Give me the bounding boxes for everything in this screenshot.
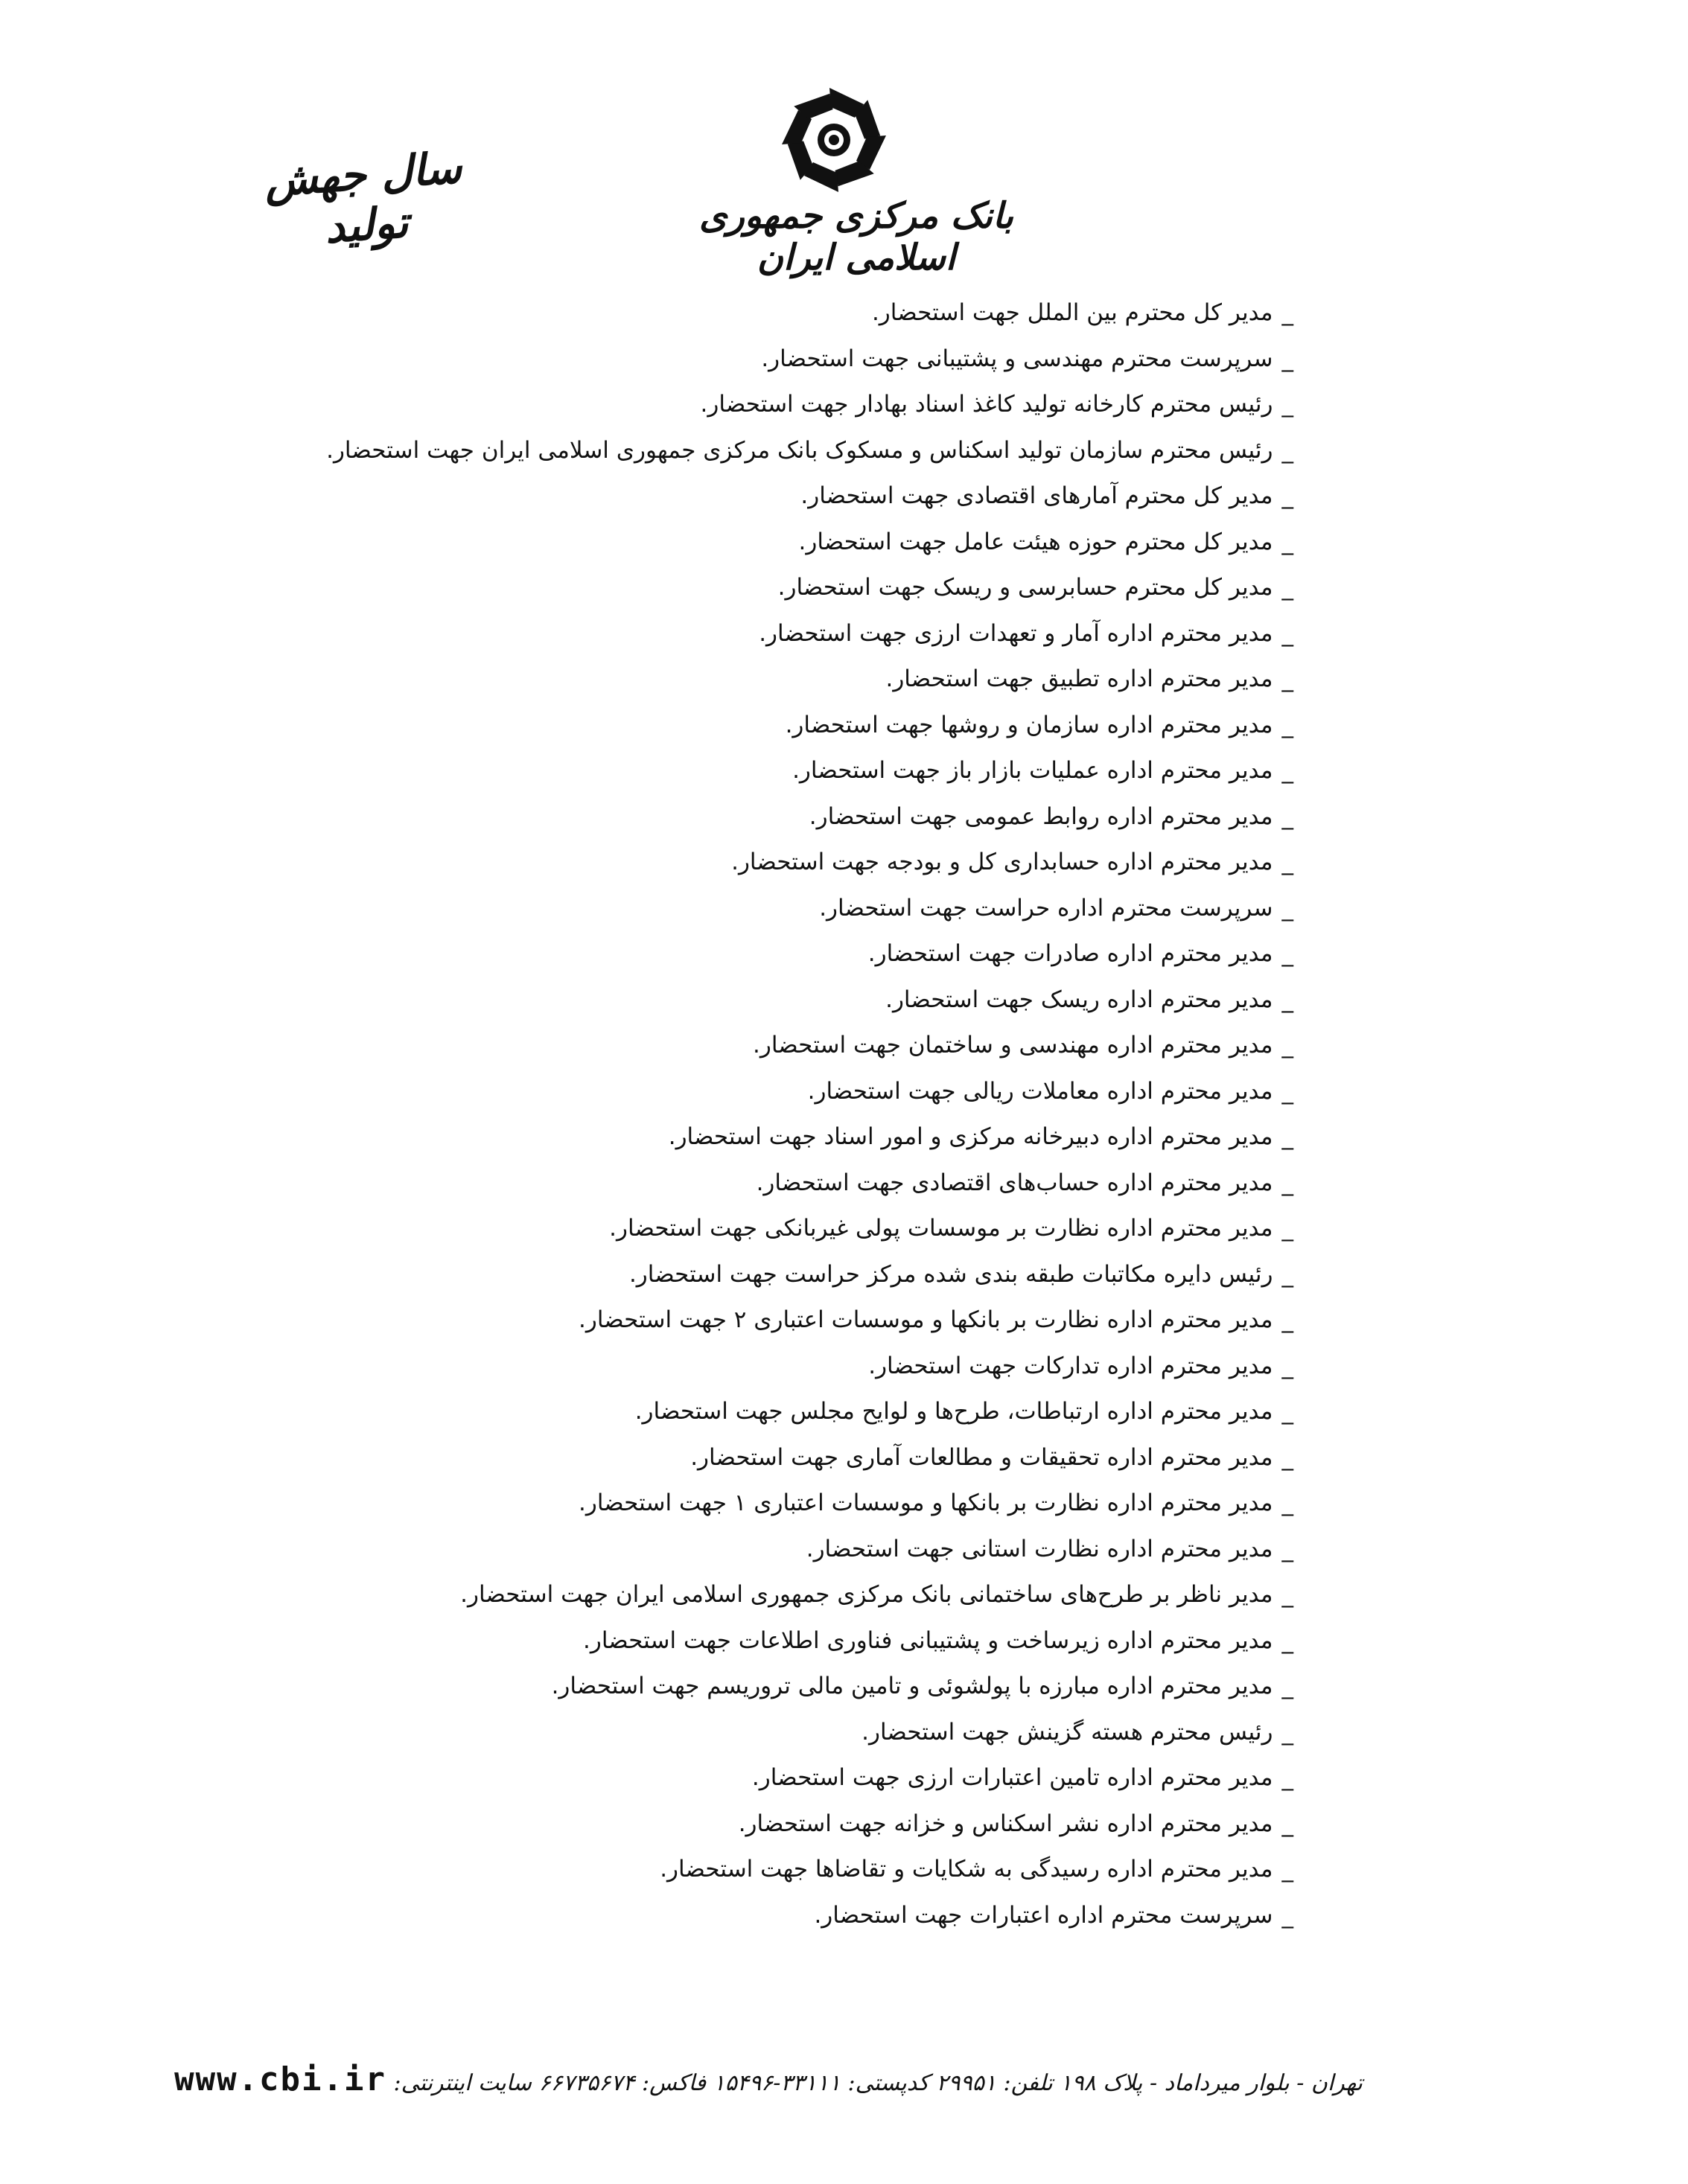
list-item: _مدیر ناظر بر طرح‌های ساختمانی بانک مرکزی جمهوری اسلامی ایران جهت استحضار. [460, 1581, 1293, 1608]
footer-address: تهران - بلوار میرداماد - پلاک ۱۹۸ تلفن: ۲۹۹۵۱ کدپستی: ۳۳۱۱۱-۱۵۴۹۶ فاکس: ۶۶۷۳۵۶۷۴ سایت اینترنتی: [393, 2070, 1363, 2096]
list-item: _مدیر محترم اداره نظارت بر موسسات پولی غیربانکی جهت استحضار. [609, 1215, 1293, 1242]
list-item: _رئیس محترم هسته گزینش جهت استحضار. [861, 1718, 1293, 1746]
year-slogan: سال جهش تولید [263, 141, 464, 253]
list-item: _مدیر محترم اداره نشر اسکناس و خزانه جهت استحضار. [738, 1810, 1293, 1837]
bank-logo-icon [774, 80, 894, 199]
list-item: _مدیر محترم اداره تامین اعتبارات ارزی جهت استحضار. [751, 1764, 1293, 1791]
list-item: _سرپرست محترم اداره حراست جهت استحضار. [819, 894, 1293, 922]
list-item: _مدیر محترم اداره حسابداری کل و بودجه جهت استحضار. [731, 849, 1293, 875]
list-item: _مدیر محترم اداره نظارت بر بانکها و موسسات اعتباری ۱ جهت استحضار. [579, 1489, 1293, 1516]
list-item: _مدیر محترم اداره دبیرخانه مرکزی و امور اسناد جهت استحضار. [668, 1123, 1293, 1150]
list-item: _مدیر محترم اداره عملیات بازار باز جهت استحضار. [792, 757, 1293, 784]
list-item: _مدیر محترم اداره ریسک جهت استحضار. [885, 986, 1293, 1013]
list-item: _سرپرست محترم مهندسی و پشتیبانی جهت استحضار. [761, 345, 1293, 372]
list-item: _مدیر کل محترم آمارهای اقتصادی جهت استحضار. [800, 482, 1293, 509]
list-item: _مدیر محترم اداره نظارت استانی جهت استحضار. [806, 1535, 1293, 1562]
list-item: _مدیر محترم اداره تحقیقات و مطالعات آماری جهت استحضار. [690, 1443, 1293, 1471]
list-item: _مدیر کل محترم حوزه هیئت عامل جهت استحضار. [798, 528, 1293, 555]
list-item: _مدیر محترم اداره معاملات ریالی جهت استحضار. [807, 1077, 1293, 1105]
recipient-list [176, 290, 1293, 1938]
list-item: _رئیس دایره مکاتبات طبقه بندی شده مرکز حراست جهت استحضار. [628, 1260, 1293, 1288]
list-item: _مدیر محترم اداره رسیدگی به شکایات و تقاضاها جهت استحضار. [660, 1856, 1293, 1883]
list-item: _مدیر محترم اداره زیرساخت و پشتیبانی فناوری اطلاعات جهت استحضار. [583, 1626, 1293, 1654]
list-item: _مدیر محترم اداره تدارکات جهت استحضار. [868, 1352, 1293, 1379]
list-item: _مدیر محترم اداره آمار و تعهدات ارزی جهت استحضار. [759, 619, 1293, 647]
list-item: _رئیس محترم کارخانه تولید کاغذ اسناد بهادار جهت استحضار. [700, 391, 1293, 418]
list-item: _مدیر محترم اداره تطبیق جهت استحضار. [885, 665, 1293, 692]
list-item: _مدیر محترم اداره حساب‌های اقتصادی جهت استحضار. [756, 1169, 1293, 1196]
list-item: _مدیر محترم اداره نظارت بر بانکها و موسسات اعتباری ۲ جهت استحضار. [579, 1306, 1293, 1333]
footer-contact [174, 2060, 1363, 2098]
footer-website-link[interactable]: www.cbi.ir [174, 2060, 386, 2098]
list-item: _مدیر کل محترم بین الملل جهت استحضار. [871, 299, 1293, 326]
list-item: _مدیر محترم اداره صادرات جهت استحضار. [867, 940, 1293, 967]
list-item: _سرپرست محترم اداره اعتبارات جهت استحضار. [814, 1901, 1293, 1929]
list-item: _مدیر محترم اداره روابط عمومی جهت استحضار. [809, 802, 1293, 830]
list-item: _مدیر محترم اداره سازمان و روشها جهت استحضار. [785, 711, 1293, 738]
list-item: _مدیر محترم اداره مهندسی و ساختمان جهت استحضار. [753, 1032, 1293, 1059]
list-item: _مدیر محترم اداره مبارزه با پولشوئی و تامین مالی تروریسم جهت استحضار. [551, 1673, 1293, 1699]
bank-name-title: بانک مرکزی جمهوری اسلامی ایران [699, 195, 1013, 278]
list-item: _مدیر کل محترم حسابرسی و ریسک جهت استحضار. [777, 574, 1293, 601]
list-item: _رئیس محترم سازمان تولید اسکناس و مسکوک بانک مرکزی جمهوری اسلامی ایران جهت استحضار. [326, 436, 1293, 464]
list-item: _مدیر محترم اداره ارتباطات، طرح‌ها و لوایح مجلس جهت استحضار. [634, 1398, 1293, 1425]
